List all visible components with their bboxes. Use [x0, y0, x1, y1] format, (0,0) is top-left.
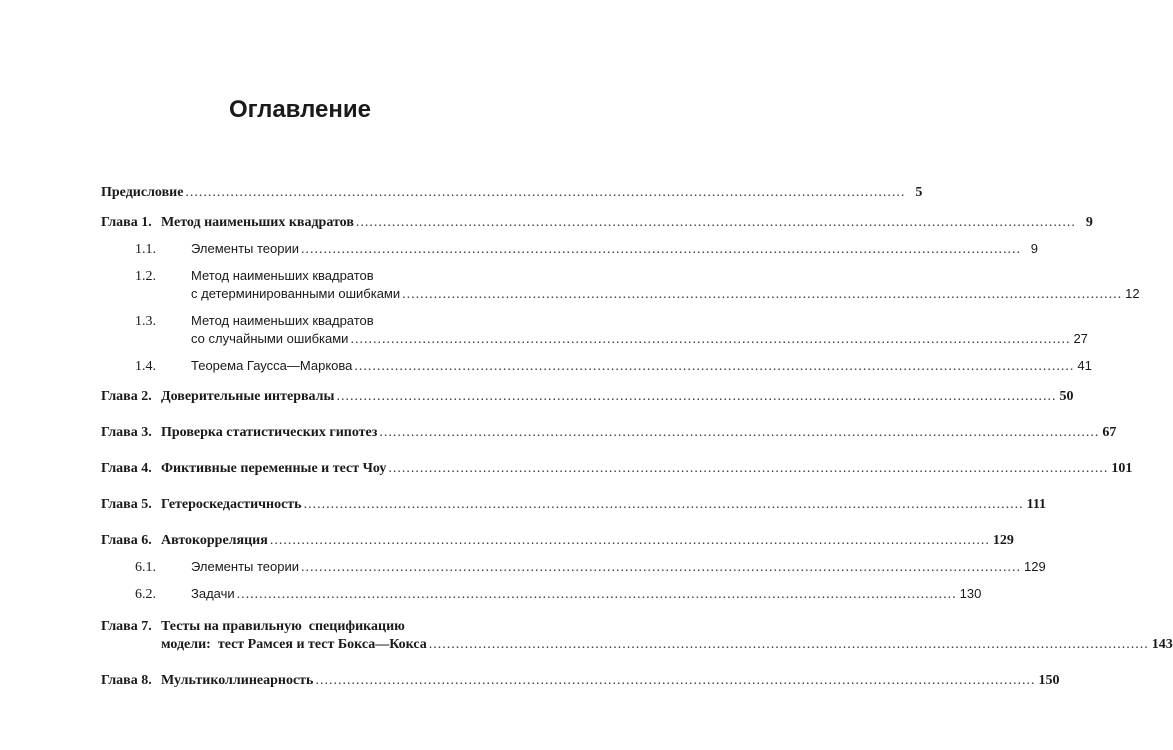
- toc-chapter-entry: [101, 496, 1047, 514]
- toc-entry-title: Метод наименьших квадратов: [191, 268, 374, 283]
- toc-entry-title: со случайными ошибками: [191, 331, 349, 346]
- toc-entry-title: Фиктивные переменные и тест Чоу: [161, 461, 387, 476]
- toc-section-entry: [101, 357, 1092, 376]
- toc-entry-title: Элементы теории: [191, 241, 300, 256]
- toc-entry-title: Мультиколлинеарность: [161, 673, 314, 688]
- toc-entry-number: Глава 7.: [101, 619, 152, 634]
- toc-entry-number: 6.1.: [135, 560, 156, 575]
- toc-entry-title: Гетероскедастичность: [161, 497, 302, 512]
- toc-entry-number: 1.3.: [135, 314, 156, 329]
- toc-dot-leader: [336, 388, 1056, 406]
- toc-entry-title: с детерминированными ошибками: [191, 286, 401, 301]
- toc-dot-leader: [315, 672, 1035, 690]
- toc-page-number: 101: [1111, 461, 1133, 476]
- toc-entry-number: Глава 3.: [101, 425, 152, 440]
- toc-entry-title: Проверка статистических гипотез: [161, 425, 378, 440]
- toc-page-number: 9: [1085, 215, 1093, 230]
- toc-page-number: 129: [992, 533, 1014, 548]
- toc-section-entry: [101, 312, 1088, 349]
- toc-dot-leader: [301, 559, 1021, 577]
- toc-chapter-entry: [101, 184, 923, 202]
- toc-chapter-entry: [101, 532, 1014, 550]
- toc-entry-number: Глава 5.: [101, 497, 152, 512]
- toc-dot-leader: [402, 286, 1122, 304]
- toc-entry-number: 1.2.: [135, 269, 156, 284]
- toc-page-number: 9: [1030, 241, 1039, 256]
- toc-chapter-entry: [101, 460, 1133, 478]
- toc-page-number: 129: [1024, 559, 1046, 574]
- toc-section-entry: [101, 558, 1046, 577]
- toc-dot-leader: [304, 496, 1024, 514]
- toc-dot-leader: [301, 241, 1021, 259]
- toc-entry-number: 1.1.: [135, 242, 156, 257]
- toc-dot-leader: [185, 184, 905, 202]
- toc-entry-title: Предисловие: [101, 185, 184, 200]
- toc-page-number: 50: [1059, 389, 1074, 404]
- table-of-contents: [101, 184, 1173, 690]
- toc-entry-title: Теорема Гаусса—Маркова: [191, 358, 353, 373]
- toc-entry-number: 1.4.: [135, 359, 156, 374]
- toc-dot-leader: [270, 532, 990, 550]
- toc-entry-number: Глава 2.: [101, 389, 152, 404]
- toc-entry-title: Тесты на правильную спецификацию: [161, 619, 405, 634]
- toc-dot-leader: [350, 331, 1070, 349]
- toc-dot-leader: [356, 214, 1076, 232]
- toc-section-entry: [101, 267, 1140, 304]
- toc-dot-leader: [237, 586, 957, 604]
- toc-entry-title: Задачи: [191, 586, 235, 601]
- toc-entry-number: Глава 8.: [101, 673, 152, 688]
- toc-dot-leader: [354, 358, 1074, 376]
- toc-page-number: 111: [1026, 497, 1047, 512]
- toc-page-number: 150: [1038, 673, 1060, 688]
- toc-dot-leader: [429, 636, 1149, 654]
- toc-chapter-entry: [101, 214, 1093, 232]
- toc-chapter-entry: [101, 618, 1173, 654]
- toc-section-entry: [101, 585, 982, 604]
- toc-section-entry: [101, 240, 1039, 259]
- toc-chapter-entry: [101, 672, 1060, 690]
- toc-chapter-entry: [101, 388, 1074, 406]
- toc-page-number: 12: [1125, 286, 1140, 301]
- toc-dot-leader: [379, 424, 1099, 442]
- toc-entry-number: Глава 4.: [101, 461, 152, 476]
- toc-entry-number: 6.2.: [135, 587, 156, 602]
- toc-page-number: 27: [1073, 331, 1088, 346]
- toc-page-number: 130: [959, 586, 982, 601]
- toc-entry-number: Глава 6.: [101, 533, 152, 548]
- toc-page-number: 67: [1102, 425, 1117, 440]
- toc-page-number: 143: [1151, 637, 1173, 652]
- toc-entry-title: модели: тест Рамсея и тест Бокса—Кокса: [161, 637, 427, 652]
- toc-entry-title: Доверительные интервалы: [161, 389, 335, 404]
- toc-dot-leader: [388, 460, 1108, 478]
- toc-entry-title: Метод наименьших квадратов: [161, 215, 354, 230]
- toc-page-number: 41: [1077, 358, 1092, 373]
- toc-entry-title: Метод наименьших квадратов: [191, 313, 374, 328]
- toc-entry-title: Автокорреляция: [161, 533, 268, 548]
- toc-entry-number: Глава 1.: [101, 215, 152, 230]
- toc-chapter-entry: [101, 424, 1117, 442]
- toc-entry-title: Элементы теории: [191, 559, 300, 574]
- toc-page-number: 5: [915, 185, 923, 200]
- page-title: Оглавление: [229, 96, 371, 123]
